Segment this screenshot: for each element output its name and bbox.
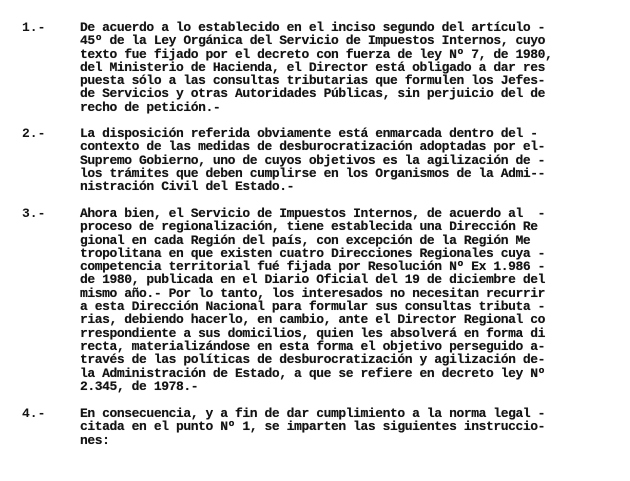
text-line: puesta sólo a las consultas tributarias que formulen los Jefes- [80, 73, 546, 89]
text-line: tropolitana en que existen cuatro Direcciones Regionales cuya - [80, 245, 546, 261]
text-line: los trámites que deben cumplirse en los Organismos de la Admi-- [80, 165, 546, 181]
text-line: a esta Dirección Nacional para formular sus consultas tributa - [80, 299, 546, 315]
text-line: de Servicios y otras Autoridades Públicas, sin perjuicio del de [80, 86, 546, 102]
paragraph-number: 1.- [22, 20, 46, 35]
text-line: La disposición referida obviamente está enmarcada dentro del - [80, 126, 538, 141]
text-line: del Ministerio de Hacienda, el Director está obligado a dar res [80, 59, 546, 75]
text-line: De acuerdo a lo establecido en el inciso segundo del artículo - [80, 20, 546, 35]
text-line: Ahora bien, el Servicio de Impuestos Internos, de acuerdo al - [80, 206, 546, 221]
text-line: través de las políticas de desburocratización y agilización de- [80, 352, 546, 368]
text-line: nes: [80, 432, 110, 448]
text-line: rrespondiente a sus domicilios, quien les absolverá en forma di [80, 325, 546, 341]
paragraph-text [80, 21, 620, 114]
text-line: mismo año.- Por lo tanto, los interesados no necesitan recurrir [80, 285, 546, 301]
text-line: competencia territorial fué fijada por Resolución Nº Ex 1.986 - [80, 259, 546, 275]
text-line: rias, debiendo hacerlo, en cambio, ante el Director Regional co [80, 312, 546, 328]
text-line: texto fue fijado por el decreto con fuerza de ley Nº 7, de 1980, [80, 46, 553, 62]
text-line: citada en el punto Nº 1, se imparten las siguientes instruccio- [80, 419, 546, 435]
paragraph-number: 4.- [22, 406, 46, 421]
paragraph-number: 3.- [22, 206, 46, 221]
text-line: de 1980, publicada en el Diario Oficial del 19 de diciembre del [80, 272, 546, 288]
paragraph-text [80, 127, 620, 193]
text-line: contexto de las medidas de desburocratización adoptadas por el- [80, 139, 546, 155]
text-line: 2.345, de 1978.- [80, 378, 199, 394]
text-line: recho de petición.- [80, 99, 221, 115]
paragraph-text [80, 407, 620, 447]
text-line: En consecuencia, y a fin de dar cumplimiento a la norma legal - [80, 406, 546, 421]
text-line: recta, materializándose en esta forma el objetivo perseguido a- [80, 338, 546, 354]
text-line: Supremo Gobierno, uno de cuyos objetivos es la agilización de - [80, 152, 546, 168]
paragraph-number: 2.- [22, 126, 46, 141]
text-line: la Administración de Estado, a que se refiere en decreto ley Nº [80, 365, 546, 381]
text-line: gional en cada Región del país, con excepción de la Región Me [80, 232, 531, 248]
text-line: nistración Civil del Estado.- [80, 179, 295, 195]
paragraph-text [80, 207, 620, 393]
text-line: 45º de la Ley Orgánica del Servicio de Impuestos Internos, cuyo [80, 33, 546, 49]
text-line: proceso de regionalización, tiene establecida una Dirección Re [80, 219, 538, 235]
